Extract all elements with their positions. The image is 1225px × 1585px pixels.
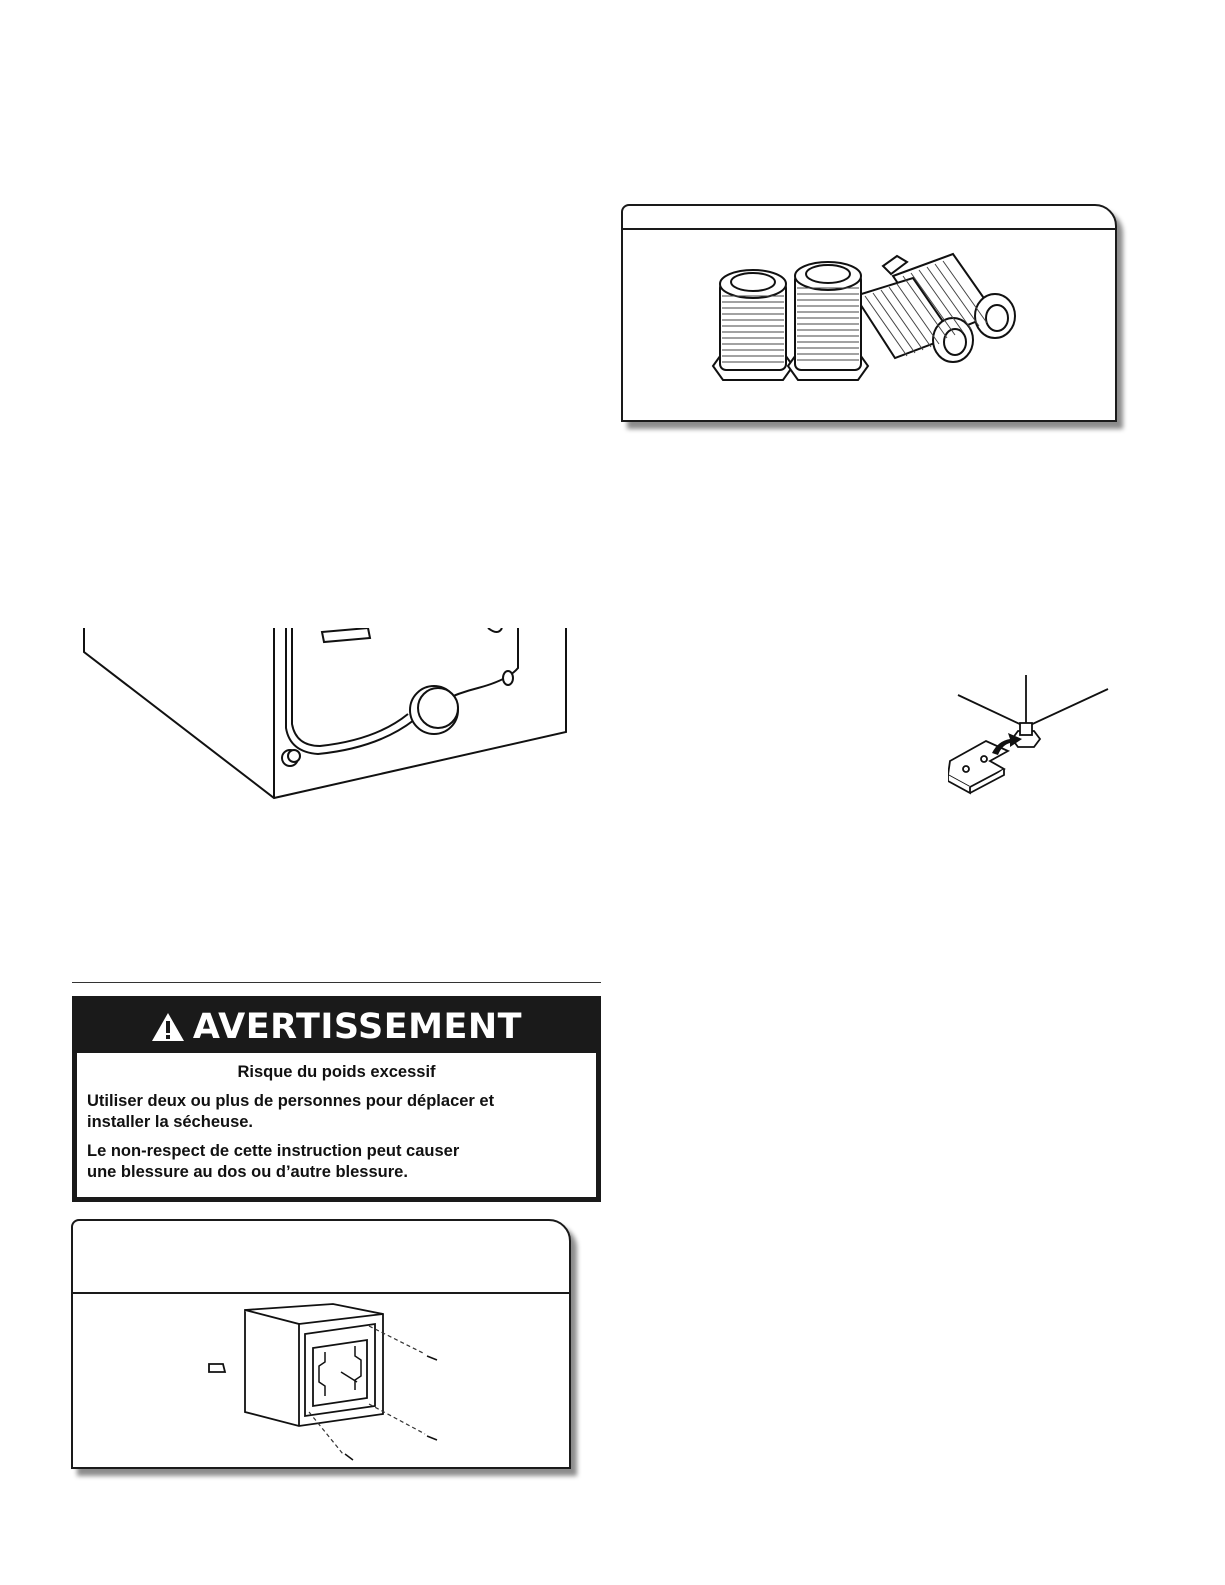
warning-text-line: Le non-respect de cette instruction peut causer: [87, 1142, 460, 1160]
leveling-feet-illustration: [623, 206, 1115, 420]
warning-triangle-icon: [151, 1012, 185, 1042]
warning-text-line: Utiliser deux ou plus de personnes pour déplacer et: [87, 1092, 495, 1110]
warning-banner: [77, 1001, 596, 1053]
panel-header: [73, 1221, 569, 1294]
warning-text-line: une blessure au dos ou d’autre blessure.: [87, 1163, 408, 1181]
warning-text-line: installer la sécheuse.: [87, 1113, 254, 1131]
warning-box: [72, 996, 601, 1202]
section-divider: [72, 982, 601, 983]
warning-banner-text: AVERTISSEMENT: [192, 1007, 523, 1047]
anti-tip-bracket-illustration: [948, 675, 1118, 805]
mounting-screws-illustration: [73, 1294, 569, 1464]
warning-title: Risque du poids excessif: [237, 1063, 436, 1081]
dryer-base-illustration: [78, 628, 578, 818]
leveling-feet-panel: [621, 204, 1117, 422]
mounting-screws-panel: [71, 1219, 571, 1469]
